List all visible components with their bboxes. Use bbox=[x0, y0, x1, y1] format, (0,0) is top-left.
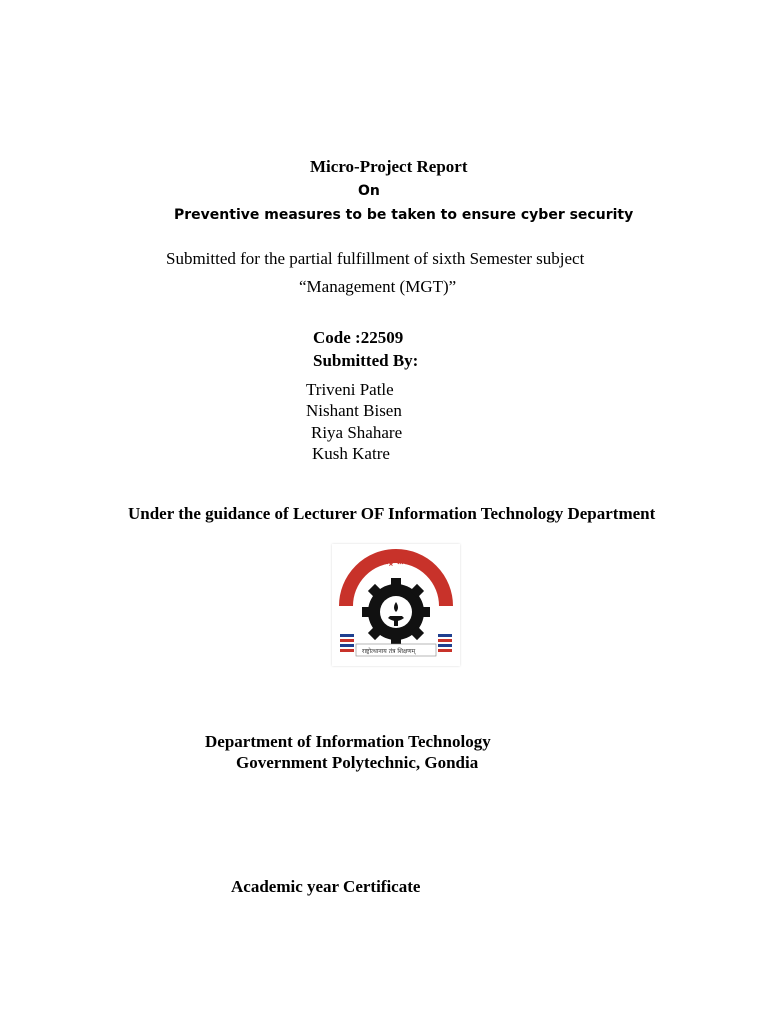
logo-ribbon-text: राष्ट्रोत्थानाय तंत्र शिक्षणम् bbox=[362, 648, 416, 655]
flag-stripes-right bbox=[438, 634, 452, 652]
department-name: Department of Information Technology bbox=[205, 732, 491, 751]
submitted-by-label: Submitted By: bbox=[313, 351, 419, 370]
institute-name: Government Polytechnic, Gondia bbox=[236, 753, 479, 772]
logo-top-text: महाराष्ट्र शासन bbox=[372, 557, 414, 566]
submission-line: Submitted for the partial fulfillment of sixth Semester subject bbox=[166, 249, 585, 268]
institution-emblem bbox=[332, 544, 460, 666]
student-name: Triveni Patle bbox=[306, 380, 394, 399]
report-heading: Micro-Project Report bbox=[310, 157, 468, 176]
report-topic: Preventive measures to be taken to ensure cyber security bbox=[174, 207, 634, 223]
subject-name: “Management (MGT)” bbox=[299, 277, 457, 296]
student-name: Kush Katre bbox=[312, 444, 390, 463]
institution-logo bbox=[332, 544, 460, 666]
subject-code: Code :22509 bbox=[313, 328, 404, 347]
student-name: Nishant Bisen bbox=[306, 401, 402, 420]
gear-icon bbox=[362, 578, 430, 646]
flag-stripes-left bbox=[340, 634, 354, 652]
report-on-label: On bbox=[358, 183, 380, 199]
guidance-line: Under the guidance of Lecturer OF Information Technology Department bbox=[128, 504, 656, 523]
footer-line: Academic year Certificate bbox=[231, 877, 421, 896]
student-name: Riya Shahare bbox=[311, 423, 403, 442]
